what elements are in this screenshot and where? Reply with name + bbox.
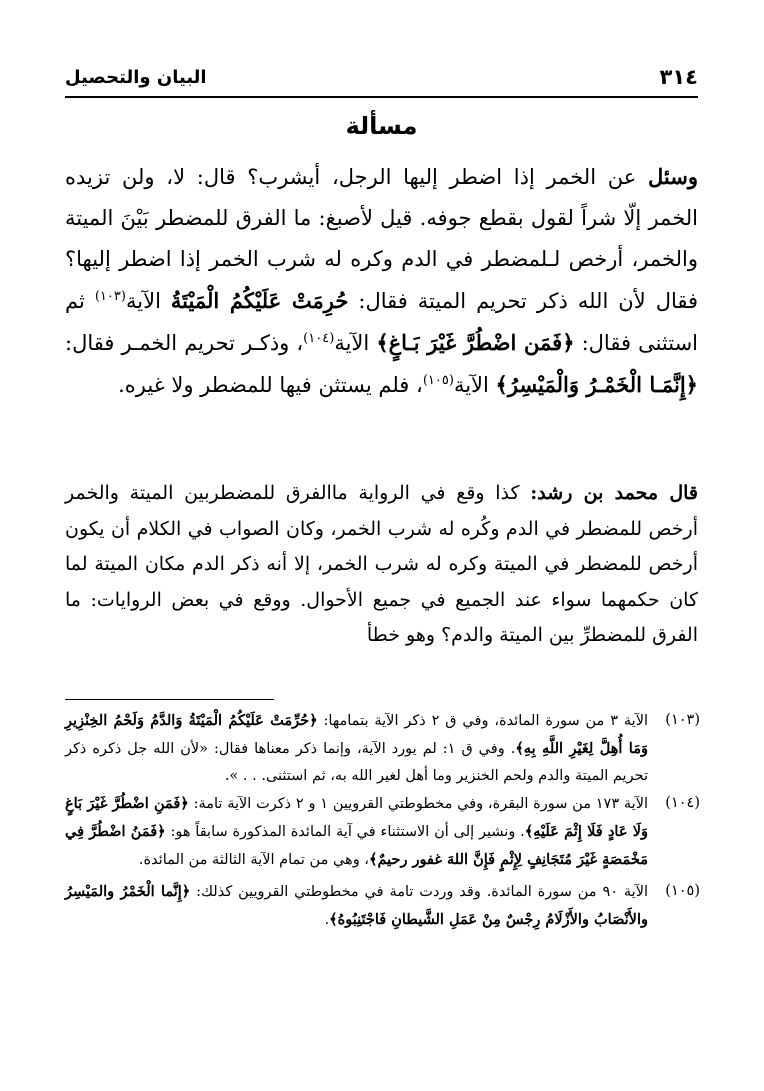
footnote-ref[interactable]: (١٠٣) (94, 289, 126, 304)
footnote-mark: (١٠٣) (665, 712, 700, 728)
paragraph-text: كذا وقع في الرواية ماالفرق للمضطربين الميتة والخمر أرخص للمضطر في الدم وكُره له شرب الخمر، وكان الصواب في الكلام أن يكون أرخص للمضطر في الميتة وكره له شرب الخمر، إلا أنه ذكر الدم مكان الميتة لما كان حكمهما سواء عند الجميع في جميع الأحوال. ووقع في بعض الروايات: ما الفرق للمضطرِّ بين الميتة والدم؟ وهو خطأ (65, 482, 698, 646)
footnote-mark: (١٠٤) (665, 795, 700, 811)
quran-quote: ﴿فَمَنُ اضْطُرَّ فِي مَخْمَصَةٍ غَيْرَ مُتَجَانِفٍ لِإِثْمٍ فَإِنَّ اللهَ غفور رحيمٌ﴾ (65, 823, 648, 868)
quran-quote: ﴿حُرِّمَتْ عَلَيْكُمُ الْمَيْتَةُ وَالدَّمُ وَلَحْمُ الخِنْزِيرِ وَمَا أُهِلَّ لِغَيْرِ اللَّهِ بِهِ﴾ (65, 712, 648, 757)
commentary-paragraph (65, 476, 698, 654)
paragraph-lead: قال محمد بن رشد: (530, 482, 698, 504)
paragraph-lead: وسئل (648, 164, 698, 189)
footnote-105 (65, 878, 700, 934)
footnote-ref[interactable]: (١٠٤) (303, 331, 335, 346)
footnote-text: الآية ٩٠ من سورة المائدة. وقد وردت تامة في مخطوطتي القرويين كذلك: (190, 884, 649, 900)
page-number: ٣١٤ (659, 65, 698, 89)
quran-quote: حُرِمَتْ عَلَيْكُمُ الْمَيْتَةُ (170, 288, 349, 313)
footnote-text: . وفي ق ١: لم يورد الآية، وإنما ذكر معناها فقال: «لأن الله جل ذكره ذكر تحريم الميتة والدم ولحم الخنزير وما أهل لغير الله به، ثم استثنى. . . ». (65, 741, 648, 784)
footnote-rule (65, 699, 274, 700)
footnote-ref[interactable]: (١٠٥) (422, 373, 454, 388)
section-title: مسألة (345, 112, 418, 140)
footnote-text: . (324, 912, 330, 928)
question-paragraph (65, 156, 698, 406)
quran-quote: ﴿فَمَن اضْطُرَّ غَيْرَ بَـاغٍ﴾ (376, 330, 575, 355)
quran-quote: ﴿فَمَنِ اضْطُرَّ غَيْرَ بَاغٍ وَلَا عَادٍ فَلَا إِثْمَ عَلَيْهِ﴾ (65, 795, 649, 840)
footnote-104 (65, 790, 700, 874)
footnote-text: الآية ٣ من سورة المائدة، وفي ق ٢ ذكر الآية بتمامها: (317, 713, 649, 729)
paragraph-text: ثم استثنى فقال: (65, 289, 699, 355)
page-header (65, 60, 698, 94)
paragraph-text: ، فلم يستثن فيها للمضطر ولا غيره. (118, 373, 423, 397)
footnote-text: ، وهي من تمام الآية الثالثة من المائدة. (138, 852, 369, 868)
header-rule (65, 96, 698, 98)
paragraph-text: الآية (125, 289, 171, 313)
footnote-text: . ونشير إلى أن الاستثناء في آية المائدة المذكورة سابقاً هو: (165, 824, 525, 840)
quran-quote: ﴿إِنَّمَـا الْخَمْـرُ وَالْمَيْسِرُ﴾ (495, 372, 698, 397)
footnote-103 (65, 707, 700, 790)
paragraph-text: عن الخمر إذا اضطر إليها الرجل، أيشرب؟ قال: لا، ولن تزيده الخمر إلّا شراً لقول بقطع جوفه. قيل لأصبغ: ما الفرق للمضطر بَيْنَ الميتة والخمر، أرخص لـلمضطر في الدم وكره له شرب الخمر إذا اضطر إليها؟ فقال لأن الله ذكر تحريم الميتة فقال: (65, 165, 699, 313)
footnote-text: الآية ١٧٣ من سورة البقرة، وفي مخطوطتي القرويين ١ و ٢ ذكرت الآية تامة: (188, 796, 649, 812)
paragraph-text: ، وذكـر تحريم الخمـر فقال: (65, 331, 304, 355)
footnote-mark: (١٠٥) (665, 883, 700, 899)
running-title: البيان والتحصيل (65, 66, 207, 88)
paragraph-text: الآية (334, 331, 377, 355)
footnotes (65, 707, 700, 934)
quran-quote: ﴿إِنَّما الْخَمْرُ والمَيْسِرُ والأَنْصَابُ والأَزْلَامُ رِجْسٌ مِنْ عَمَلِ الشَّيطانِ فَاجْتَنِبُوهُ﴾ (65, 883, 648, 928)
paragraph-text: الآية (453, 373, 496, 397)
